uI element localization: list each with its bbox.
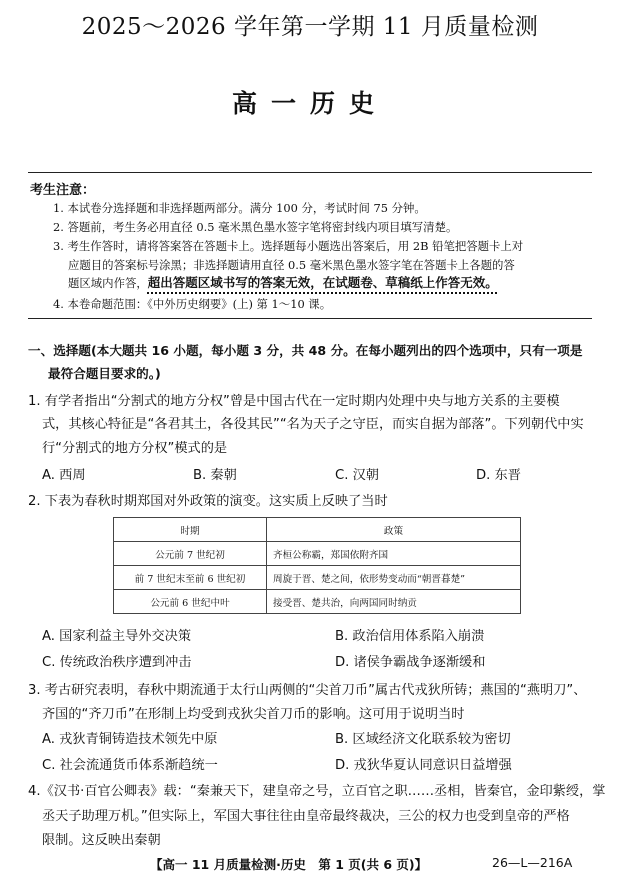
section-heading-line-2: 最符合题目要求的。) <box>48 366 161 381</box>
section-heading: 一、选择题(本大题共 16 小题，每小题 3 分，共 48 分。在每小题列出的四个选项中，只有一项是 <box>28 343 583 358</box>
notice-item-3-line-3-plain: 题区域内作答， <box>68 276 148 290</box>
table-row <box>114 590 521 614</box>
question-1-line-2: 式，其核心特征是“各君其土，各役其民”“名为天子之守臣，而实自据为部落”。下列朝代中实 <box>42 417 584 432</box>
question-2-option-a: A. 国家利益主导外交决策 <box>42 629 192 644</box>
question-2-option-d: D. 诸侯争霸战争逐渐缓和 <box>335 655 486 670</box>
question-3-line-1: 3. 考古研究表明，春秋中期流通于太行山两侧的“尖首刀币”属古代戎狄所铸；燕国的“燕明刀”、 <box>28 683 587 698</box>
question-1-option-b: B. 秦朝 <box>193 468 237 483</box>
table-header-row <box>114 518 521 542</box>
table-cell-period: 前 7 世纪末至前 6 世纪初 <box>114 566 267 590</box>
notice-item-3-line-2: 应题目的答案标号涂黑；非选择题请用直径 0.5 毫米黑色墨水签字笔在答题卡上各题的答 <box>68 258 515 272</box>
notice-item-3: 3. 考生作答时，请将答案答在答题卡上。选择题每小题选出答案后，用 2B 铅笔把答题卡上对 <box>53 239 524 253</box>
notice-item-2: 2. 答题前，考生务必用直径 0.5 毫米黑色墨水签字笔将密封线内项目填写清楚。 <box>53 220 458 234</box>
question-1-line-1: 1. 有学者指出“分割式的地方分权”曾是中国古代在一定时期内处理中央与地方关系的主要模 <box>28 394 560 409</box>
question-1-option-a: A. 西周 <box>42 468 86 483</box>
notice-heading: 考生注意： <box>30 183 96 198</box>
question-1-option-c: C. 汉朝 <box>335 468 379 483</box>
question-3-option-c: C. 社会流通货币体系渐趋统一 <box>42 758 218 773</box>
notice-emphasis: 超出答题区域书写的答案无效，在试题卷、草稿纸上作答无效。 <box>147 275 498 290</box>
question-3-option-a: A. 戎狄青铜铸造技术领先中原 <box>42 732 218 747</box>
question-4-line-2: 丞天子助理万机。”但实际上，军国大事往往由皇帝最终裁决，三公的权力也受到皇帝的严格 <box>42 809 570 824</box>
question-3-option-d: D. 戎狄华夏认同意识日益增强 <box>335 758 512 773</box>
notice-divider <box>28 318 592 319</box>
question-1-option-d: D. 东晋 <box>476 468 521 483</box>
question-2-stem: 2. 下表为春秋时期郑国对外政策的演变。这实质上反映了当时 <box>28 494 388 509</box>
notice-item-1: 1. 本试卷分选择题和非选择题两部分。满分 100 分，考试时间 75 分钟。 <box>53 201 426 215</box>
question-2-option-b: B. 政治信用体系陷入崩溃 <box>335 629 485 644</box>
table-header-policy: 政策 <box>267 518 521 542</box>
exam-title: 2025～2026 学年第一学期 11 月质量检测 <box>81 14 539 40</box>
table-cell-policy: 周旋于晋、楚之间，依形势变动而“朝晋暮楚” <box>267 566 521 590</box>
table-cell-policy: 齐桓公称霸，郑国依附齐国 <box>267 542 521 566</box>
notice-item-3-line-3 <box>68 275 498 291</box>
header-divider <box>28 172 592 173</box>
policy-table <box>113 517 521 614</box>
question-1-line-3: 行“分割式的地方分权”模式的是 <box>42 441 228 456</box>
footer-code: 26—L—216A <box>492 855 573 870</box>
question-4-line-1: 4.《汉书·百官公卿表》载：“秦兼天下，建皇帝之号，立百官之职……丞相，皆秦官，金印紫绶，掌 <box>28 784 606 799</box>
table-row <box>114 542 521 566</box>
subject-title: 高一历史 <box>231 89 388 118</box>
table-cell-policy: 接受晋、楚共治，向两国同时纳贡 <box>267 590 521 614</box>
footer-label: 【高一 11 月质量检测·历史 第 1 页(共 6 页)】 <box>150 857 428 872</box>
table-header-period: 时期 <box>114 518 267 542</box>
question-4-line-3: 限制。这反映出秦朝 <box>42 833 161 848</box>
question-3-option-b: B. 区域经济文化联系较为密切 <box>335 732 511 747</box>
notice-item-4: 4. 本卷命题范围：《中外历史纲要》(上) 第 1～10 课。 <box>53 297 332 311</box>
table-row <box>114 566 521 590</box>
question-3-line-2: 齐国的“齐刀币”在形制上均受到戎狄尖首刀币的影响。这可用于说明当时 <box>42 707 465 722</box>
table-cell-period: 公元前 6 世纪中叶 <box>114 590 267 614</box>
question-2-option-c: C. 传统政治秩序遭到冲击 <box>42 655 192 670</box>
table-cell-period: 公元前 7 世纪初 <box>114 542 267 566</box>
